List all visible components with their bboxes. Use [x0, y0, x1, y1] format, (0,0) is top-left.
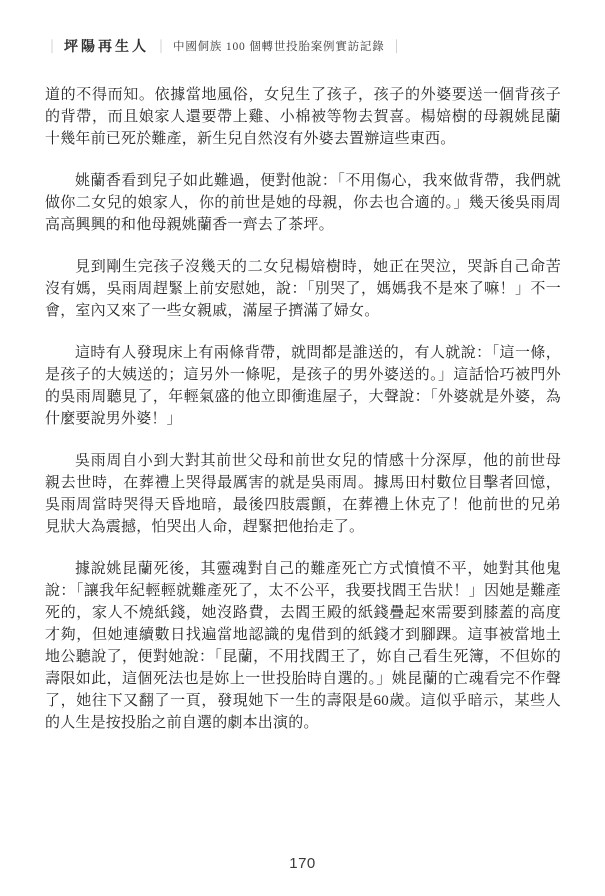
book-title: 坪陽再生人	[64, 40, 150, 55]
paragraph: 吳雨周自小到大對其前世父母和前世女兒的情感十分深厚，他的前世母親去世時，在葬禮上哭得最厲害的就是吳雨周。據馬田村數位目擊者回憶，吳雨周當時哭得天昏地暗，最後四肢震顫，在葬禮上休克了！他前世的兄弟見狀大為震撼，怕哭出人命，趕緊把他抬走了。	[45, 453, 561, 535]
book-subtitle: 中國侗族 100 個轉世投胎案例實訪記錄	[173, 41, 385, 53]
paragraph-continuation: 道的不得而知。依據當地風俗，女兒生了孩子，孩子的外婆要送一個背孩子的背帶，而且娘家人還要帶上雞、小棉被等物去賀喜。楊婄樹的母親姚昆蘭十幾年前已死於難產，新生兒自然沒有外婆去置辦這些東西。	[45, 87, 561, 147]
separator-bar: ｜	[155, 38, 168, 55]
paragraph: 姚蘭香看到兒子如此難過，便對他說：「不用傷心，我來做背帶，我們就做你二女兒的娘家人，你的前世是她的母親，你去也合適的。」幾天後吳雨周高高興興的和他母親姚蘭香一齊去了茶坪。	[45, 173, 561, 233]
page-body	[45, 84, 561, 754]
separator-bar: ｜	[390, 38, 403, 55]
page-number: 170	[289, 855, 316, 872]
paragraph: 見到剛生完孩子沒幾天的二女兒楊婄樹時，她正在哭泣，哭訴自己命苦沒有媽，吳雨周趕緊上前安慰她，說：「別哭了，媽媽我不是來了嘛！」不一會，室內又來了一些女親戚，滿屋子擠滿了婦女。	[45, 259, 561, 319]
separator-bar: ｜	[46, 38, 59, 55]
paragraph: 據說姚昆蘭死後，其靈魂對自己的難產死亡方式憤憤不平，她對其他鬼說：「讓我年紀輕輕就難產死了，太不公平，我要找閻王告狀！」因她是難產死的，家人不燒紙錢，她沒路費，去閻王殿的紙錢疊起來需要到膝蓋的高度才夠，但她連續數日找遍當地認識的鬼借到的紙錢才到腳踝。這事被當地土地公聽說了，便對她說：「昆蘭，不用找閻王了，妳自己看生死簿，不但妳的壽限如此，這個死法也是妳上一世投胎時自選的。」姚昆蘭的亡魂看完不作聲了，她往下又翻了一頁，發現她下一生的壽限是60歲。這似乎暗示，某些人的人生是按投胎之前自選的劇本出演的。	[45, 561, 561, 731]
paragraph: 這時有人發現床上有兩條背帶，就問都是誰送的，有人就說：「這一條，是孩子的大姨送的；這另外一條呢，是孩子的男外婆送的。」這話恰巧被門外的吳雨周聽見了，年輕氣盛的他立即衝進屋子，大聲說：「外婆就是外婆，為什麼要說男外婆！」	[45, 345, 561, 427]
running-head	[46, 36, 565, 56]
